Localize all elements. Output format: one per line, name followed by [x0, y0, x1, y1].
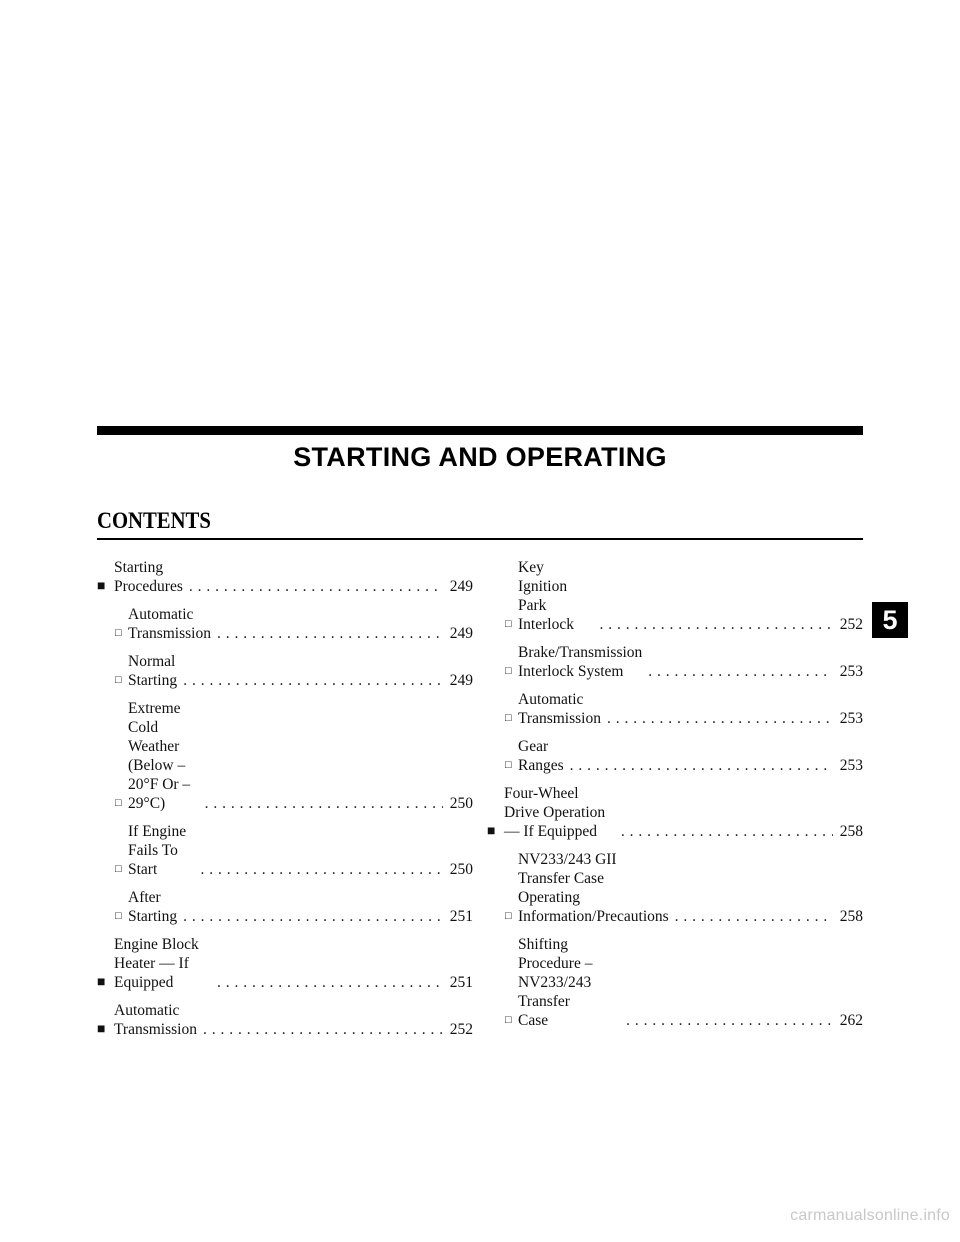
toc-entry-title-line: NV233/243 GII Transfer Case Operating [518, 851, 617, 906]
toc-entry[interactable] [487, 558, 863, 634]
toc-entry-title [114, 935, 211, 992]
chapter-tab[interactable]: 5 [872, 602, 908, 638]
filled-square-bullet-icon: ■ [487, 824, 496, 839]
toc-entry[interactable] [487, 643, 863, 681]
toc-entry-title [518, 737, 564, 775]
toc-page-number: 252 [839, 616, 863, 633]
toc-entry-title-line: Automatic Transmission [518, 691, 601, 727]
toc-entry[interactable] [487, 690, 863, 728]
toc-entry-title [128, 888, 177, 926]
toc-entry-title-line: Gear Ranges [518, 738, 564, 774]
contents-rule [97, 538, 863, 540]
dot-leader [217, 624, 443, 643]
toc-page-number: 249 [449, 578, 473, 595]
dot-leader [203, 1020, 443, 1039]
toc-entry-title [128, 652, 177, 690]
toc-entry-title [128, 605, 211, 643]
toc-entry-title-line: If Engine Fails To Start [128, 823, 187, 878]
toc-page-number: 251 [449, 908, 473, 925]
toc-entry-title-line: Normal Starting [128, 653, 178, 689]
dot-leader [189, 577, 443, 596]
toc-entry-title-line: Shifting Procedure – NV233/243 Transfer [518, 936, 593, 1010]
toc-entry-title [518, 643, 642, 681]
toc-page-number: 258 [839, 823, 863, 840]
filled-square-bullet-icon: ■ [97, 579, 106, 594]
toc-entry-title-line: Automatic Transmission [114, 1002, 197, 1038]
toc-entry[interactable] [487, 850, 863, 926]
dot-leader [205, 794, 443, 813]
toc-entry-title-line: After Starting [128, 889, 178, 925]
hollow-square-bullet-icon: □ [115, 910, 122, 922]
toc-entry-title [114, 558, 183, 596]
toc-page-number: 252 [449, 1021, 473, 1038]
toc-entry[interactable] [97, 558, 473, 596]
toc-page-number: 253 [839, 710, 863, 727]
toc-entry-title [128, 822, 195, 879]
hollow-square-bullet-icon: □ [505, 1014, 512, 1026]
toc-entry[interactable] [97, 1001, 473, 1039]
toc-entry-title-line: Automatic Transmission [128, 606, 211, 642]
hollow-square-bullet-icon: □ [505, 665, 512, 677]
toc-entry[interactable] [97, 822, 473, 879]
toc-page-number: 262 [839, 1012, 863, 1029]
toc-page-number: 258 [839, 908, 863, 925]
dot-leader [570, 756, 833, 775]
toc-entry[interactable] [487, 737, 863, 775]
chapter-top-rule [97, 426, 863, 435]
filled-square-bullet-icon: ■ [97, 1022, 106, 1037]
toc-entry-title-line: Key Ignition Park Interlock [518, 559, 574, 633]
toc-entry-title-line: Brake/Transmission Interlock System [518, 644, 643, 680]
toc-entry[interactable] [97, 699, 473, 813]
toc-entry[interactable] [97, 652, 473, 690]
toc-entry-title-line: Extreme Cold Weather [128, 700, 181, 755]
toc-entry-title [518, 690, 601, 728]
toc-entry-title [114, 1001, 197, 1039]
toc-page-number: 251 [449, 974, 473, 991]
dot-leader [183, 907, 443, 926]
toc-page-number: 253 [839, 663, 863, 680]
toc-entry[interactable] [487, 935, 863, 1030]
toc-entry[interactable] [487, 784, 863, 841]
toc-page-number: 250 [449, 795, 473, 812]
hollow-square-bullet-icon: □ [115, 627, 122, 639]
dot-leader [675, 907, 833, 926]
hollow-square-bullet-icon: □ [505, 618, 512, 630]
dot-leader [626, 1011, 833, 1030]
toc-entry-title-line: Information/Precautions [518, 908, 669, 925]
hollow-square-bullet-icon: □ [505, 759, 512, 771]
toc-page-number: 250 [449, 861, 473, 878]
hollow-square-bullet-icon: □ [115, 863, 122, 875]
toc-page-number: 249 [449, 672, 473, 689]
toc-page-number: 249 [449, 625, 473, 642]
toc-entry-title [128, 699, 199, 813]
toc-entry[interactable] [97, 605, 473, 643]
dot-leader [607, 709, 833, 728]
dot-leader [621, 822, 833, 841]
toc-entry-title-line: Starting Procedures [114, 559, 183, 595]
toc-entry-title-line: Engine Block Heater — If Equipped [114, 936, 199, 991]
toc-entry[interactable] [97, 888, 473, 926]
filled-square-bullet-icon: ■ [97, 975, 106, 990]
toc-right-column [487, 558, 863, 1039]
toc-page-number: 253 [839, 757, 863, 774]
contents-heading: CONTENTS [97, 508, 211, 533]
toc-entry-title-line: Four-Wheel Drive Operation — If Equipped [504, 785, 606, 840]
dot-leader [183, 671, 443, 690]
dot-leader [599, 615, 833, 634]
watermark: carmanualsonline.info [790, 1207, 950, 1224]
toc-entry-title [518, 558, 593, 634]
toc-entry-title [518, 850, 669, 926]
toc-entry-title [504, 784, 615, 841]
hollow-square-bullet-icon: □ [505, 712, 512, 724]
toc-entry[interactable] [97, 935, 473, 992]
toc-entry-title [518, 935, 620, 1030]
hollow-square-bullet-icon: □ [505, 910, 512, 922]
dot-leader [648, 662, 833, 681]
chapter-title: STARTING AND OPERATING [293, 442, 667, 472]
hollow-square-bullet-icon: □ [115, 797, 122, 809]
toc-entry-title-line: Case [518, 1012, 549, 1029]
toc-left-column [97, 558, 473, 1048]
dot-leader [217, 973, 443, 992]
dot-leader [201, 860, 444, 879]
hollow-square-bullet-icon: □ [115, 674, 122, 686]
toc-entry-title-line: (Below –20°F Or –29°C) [128, 757, 191, 812]
